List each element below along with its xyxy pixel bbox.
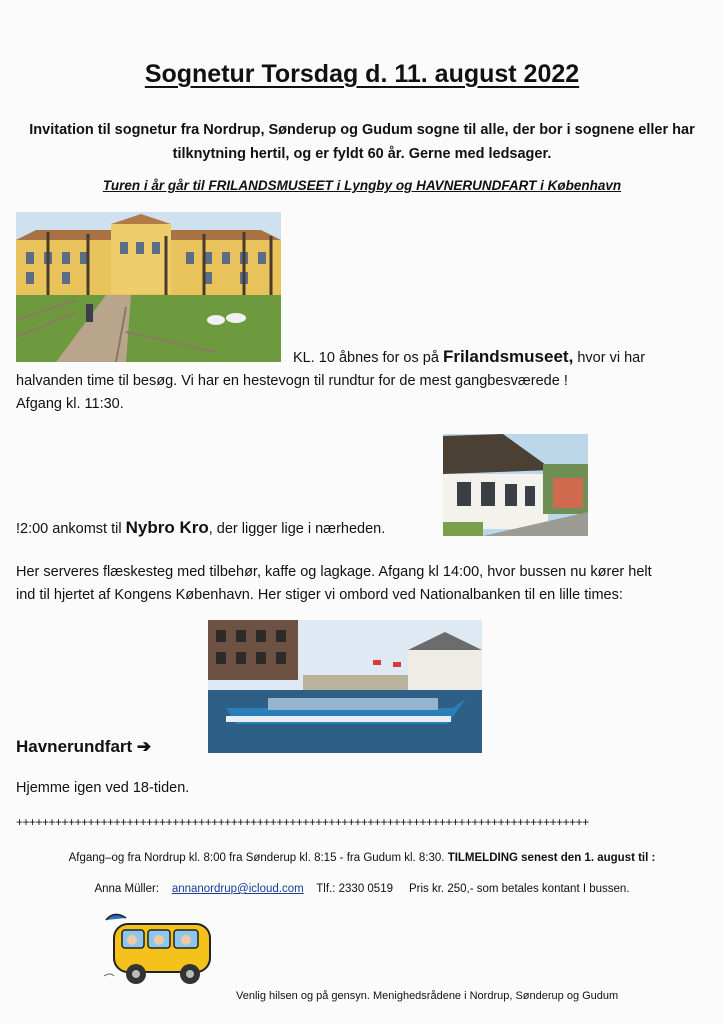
email-link[interactable]: annanordrup@icloud.com [171, 883, 304, 895]
havnerundfart-photo [208, 620, 482, 753]
departure-line: Afgang–og fra Nordrup kl. 8:00 fra Sønderup kl. 8:15 - fra Gudum kl. 8:30. TILMELDING senest den 1. august til : [68, 852, 656, 864]
lunch-paragraph: Her serveres flæskesteg med tilbehør, kaffe og lagkage. Afgang kl 14:00, hvor bussen nu kører helt ind til hjertet af Kongens København. Her stiger vi ombord ved Nationalbanken til en lille times: [16, 564, 652, 603]
home-text: Hjemme igen ved 18-tiden. [16, 780, 190, 796]
frilandsmuseet-photo [16, 212, 281, 362]
intro-text: Invitation til sognetur fra Nordrup, Sønderup og Gudum sogne til alle, der bor i sognene eller har tilknytning hertil, og er fyldt 60 år. Gerne med ledsager. [29, 122, 695, 162]
nybro-kro-photo [443, 434, 588, 536]
school-bus-illustration [104, 910, 222, 992]
contact-line: Anna Müller: annanordrup@icloud.com Tlf.: 2330 0519 Pris kr. 250,- som betales kontant I bussen. [94, 883, 630, 895]
page-title: Sognetur Torsdag d. 11. august 2022 [144, 60, 580, 88]
trip-subheading: Turen i år går til FRILANDSMUSEET i Lyngby og HAVNERUNDFART i København [102, 178, 622, 193]
museum-paragraph: KL. 10 åbnes for os på Frilandsmuseet, hvor vi har halvanden time til besøg. Vi har en hestevogn til rundtur for de mest gangbesværede ! Afgang kl. 11:30. [16, 347, 646, 412]
harbour-label: Havnerundfart ➔ [16, 737, 152, 756]
kro-paragraph: !2:00 ankomst til Nybro Kro, der ligger lige i nærheden. [16, 518, 386, 537]
divider: ++++++++++++++++++++++++++++++++++++++++++++++++++++++++++++++++++++++++++++++++++++++++ [16, 815, 589, 829]
arrow-right-icon: ➔ [136, 737, 152, 756]
signoff: Venlig hilsen og på gensyn. Menighedsrådene i Nordrup, Sønderup og Gudum [236, 990, 619, 1002]
